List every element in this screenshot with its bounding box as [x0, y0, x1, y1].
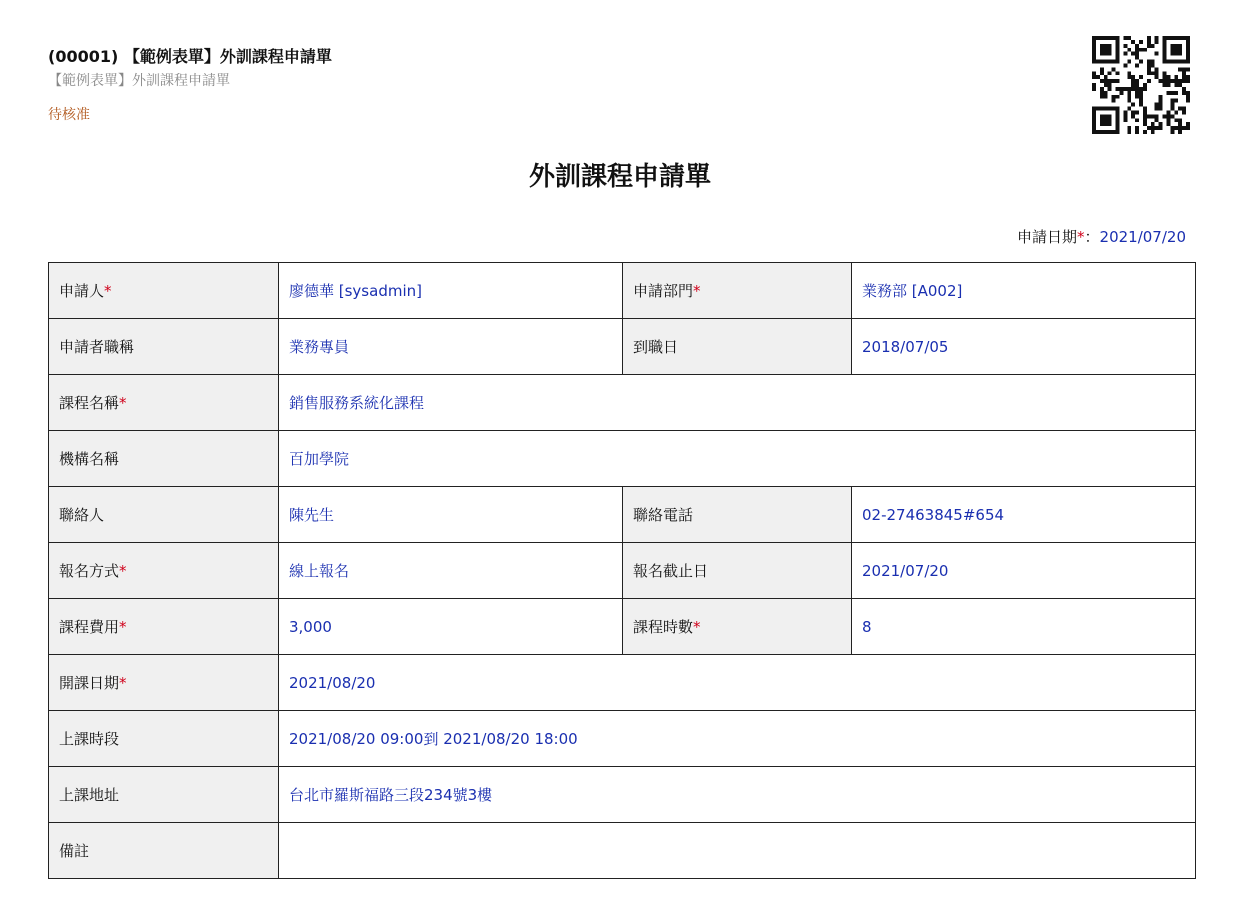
contact-value: 陳先生 — [279, 487, 623, 543]
required-mark: * — [1077, 228, 1085, 246]
registration-method-label: 報名方式* — [49, 543, 279, 599]
course-name-label: 課程名稱* — [49, 375, 279, 431]
remarks-label: 備註 — [49, 823, 279, 879]
apply-date-label: 申請日期 — [1017, 228, 1078, 246]
registration-deadline-value: 2021/07/20 — [852, 543, 1196, 599]
contact-phone-value: 02-27463845#654 — [852, 487, 1196, 543]
start-date-label: 到職日 — [623, 319, 852, 375]
institution-value: 百加學院 — [279, 431, 1196, 487]
course-fee-label: 課程費用* — [49, 599, 279, 655]
course-hours-value: 8 — [852, 599, 1196, 655]
required-mark: * — [104, 282, 112, 300]
required-mark: * — [119, 618, 127, 636]
required-mark: * — [693, 282, 701, 300]
table-row — [49, 319, 1196, 375]
table-row — [49, 487, 1196, 543]
job-title-label: 申請者職稱 — [49, 319, 279, 375]
table-row — [49, 655, 1196, 711]
course-hours-label: 課程時數* — [623, 599, 852, 655]
start-date-value: 2018/07/05 — [852, 319, 1196, 375]
contact-label: 聯絡人 — [49, 487, 279, 543]
table-row — [49, 711, 1196, 767]
job-title-value: 業務專員 — [279, 319, 623, 375]
registration-method-value: 線上報名 — [279, 543, 623, 599]
applicant-label: 申請人* — [49, 263, 279, 319]
document-subtitle: 【範例表單】外訓課程申請單 — [48, 73, 230, 89]
table-row — [49, 375, 1196, 431]
table-row — [49, 543, 1196, 599]
class-period-label: 上課時段 — [49, 711, 279, 767]
applicant-value: 廖德華 [sysadmin] — [279, 263, 623, 319]
form-title: 外訓課程申請單 — [528, 162, 711, 192]
apply-date-colon: ： — [1084, 228, 1100, 246]
status-badge: 待核准 — [48, 107, 90, 123]
table-row — [49, 767, 1196, 823]
contact-phone-label: 聯絡電話 — [623, 487, 852, 543]
apply-date — [1017, 226, 1186, 247]
course-name-value: 銷售服務系統化課程 — [279, 375, 1196, 431]
course-fee-value: 3,000 — [279, 599, 623, 655]
class-address-value: 台北市羅斯福路三段234號3樓 — [279, 767, 1196, 823]
required-mark: * — [119, 394, 127, 412]
document-title: (00001) 【範例表單】外訓課程申請單 — [48, 47, 332, 66]
remarks-value — [279, 823, 1196, 879]
class-period-value: 2021/08/20 09:00到 2021/08/20 18:00 — [279, 711, 1196, 767]
required-mark: * — [693, 618, 701, 636]
required-mark: * — [119, 562, 127, 580]
apply-date-value: 2021/07/20 — [1099, 228, 1186, 246]
required-mark: * — [119, 674, 127, 692]
table-row — [49, 823, 1196, 879]
class-address-label: 上課地址 — [49, 767, 279, 823]
table-row — [49, 599, 1196, 655]
institution-label: 機構名稱 — [49, 431, 279, 487]
table-row — [49, 431, 1196, 487]
application-form-table — [48, 262, 1196, 879]
department-value: 業務部 [A002] — [852, 263, 1196, 319]
class-start-date-label: 開課日期* — [49, 655, 279, 711]
department-label: 申請部門* — [623, 263, 852, 319]
qr-code-icon — [1092, 36, 1190, 134]
class-start-date-value: 2021/08/20 — [279, 655, 1196, 711]
table-row — [49, 263, 1196, 319]
registration-deadline-label: 報名截止日 — [623, 543, 852, 599]
